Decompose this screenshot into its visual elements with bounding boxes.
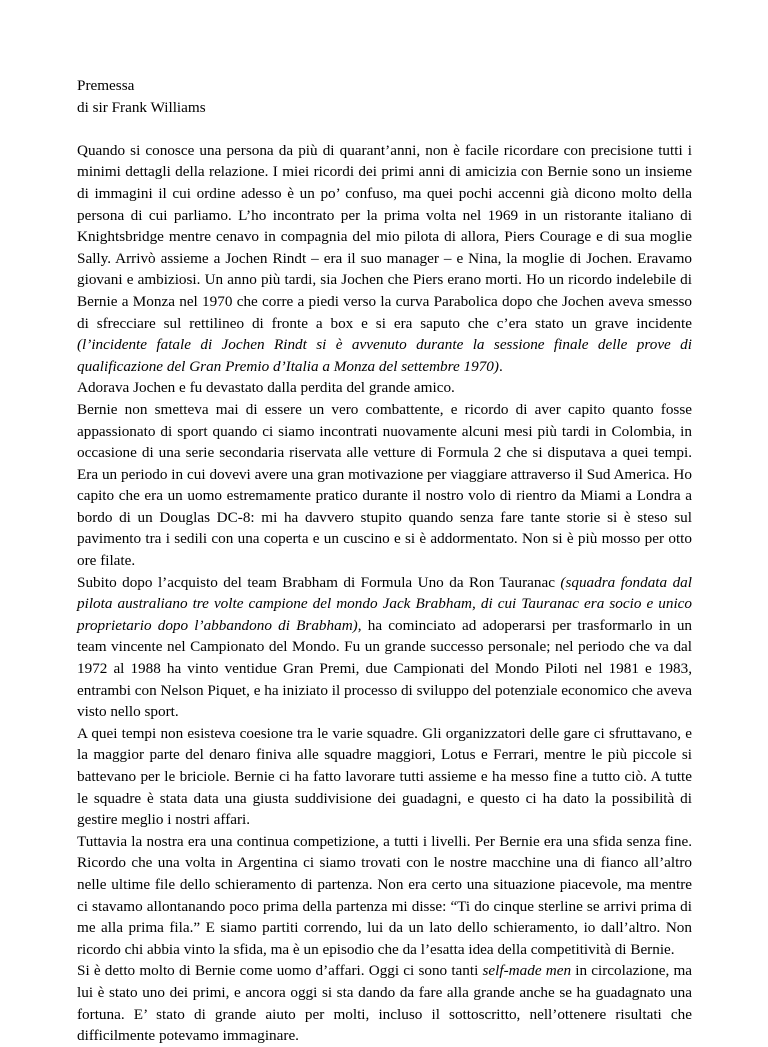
paragraph-4: [77, 572, 692, 723]
text-run: Subito dopo l’acquisto del team Brabham di Formula Uno da Ron Tauranac: [77, 573, 561, 591]
paragraph-7: [77, 960, 692, 1046]
italic-run: self-made men: [482, 962, 572, 980]
text-run: Quando si conosce una persona da più di quarant’anni, non è facile ricordare con precisione tutti i minimi dettagli della relazione. I miei ricordi dei primi anni di amicizia con Bernie sono un insieme di immagini il cui ordine adesso è un po’ confuso, ma quei pochi accenni già dicono molto della persona di cui parliamo. L’ho incontrato per la prima volta nel 1969 in un ristorante italiano di Knightsbridge mentre cenavo in compagnia del mio pilota di allora, Piers Courage e di sua moglie Sally. Arrivò assieme a Jochen Rindt – era il suo manager – e Nina, la moglie di Jochen. Eravamo giovani e ambiziosi. Un anno più tardi, sia Jochen che Piers erano morti. Ho un ricordo indelebile di Bernie a Monza nel 1970 che corre a piedi verso la curva Parabolica dopo che Jochen aveva smesso di sfrecciare sul rettilineo di fronte a box e si era saputo che c’era stato un grave incidente: [77, 141, 692, 332]
document-page: [77, 75, 692, 1047]
paragraph-6: [77, 831, 692, 961]
text-run: , ha cominciato ad adoperarsi per trasformarlo in un team vincente nel Campionato del Mondo. Fu un grande successo personale; nel periodo che va dal 1972 al 1988 ha vinto ventidue Gran Premi, due Campionati del Mondo Piloti nel 1981 e 1983, entrambi con Nelson Piquet, e ha iniziato il processo di sviluppo del potenziale economico che aveva visto nello sport.: [77, 616, 693, 721]
paragraph-2: [77, 377, 692, 399]
paragraph-5: [77, 723, 692, 831]
text-run: Tuttavia la nostra era una continua competizione, a tutti i livelli. Per Bernie era una sfida senza fine. Ricordo che una volta in Argentina ci siamo trovati con le nostre macchine una di fianco all’altro nelle ultime file dello schieramento di partenza. Non era certo una situazione piacevole, ma mentre ci stavamo allontanando poco prima della partenza mi disse: “Ti do cinque sterline se arrivi prima di me alla prima fila.” E siamo partiti correndo, lui da un lato dello schieramento, io dall’altro. Non ricordo chi abbia vinto la sfida, ma è un episodio che da l’esatta idea della competitività di Bernie.: [77, 832, 692, 958]
text-run: Adorava Jochen e fu devastato dalla perdita del grande amico.: [77, 379, 455, 397]
text-run: A quei tempi non esisteva coesione tra le varie squadre. Gli organizzatori delle gare ci sfruttavano, e la maggior parte del denaro finiva alle squadre maggiori, Lotus e Ferrari, mentre le più piccole si battevano per le briciole. Bernie ci ha fatto lavorare tutti assieme e ha messo fine a tutto ciò. A tutte le squadre è stata data una giusta suddivisione dei guadagni, e questo ci ha dato la possibilità di gestire meglio i nostri affari.: [77, 724, 692, 829]
paragraph-1: [77, 140, 692, 378]
italic-run: (squadra fondata dal pilota australiano tre volte campione del mondo Jack Brabham, di cui Tauranac era socio e unico proprietario dopo l’abbandono di Brabham): [77, 573, 692, 634]
text-run: Bernie non smetteva mai di essere un vero combattente, e ricordo di aver capito quanto fosse appassionato di sport quando ci siamo incontrati nuovamente alcuni mesi più tardi in Colombia, in occasione di una serie secondaria riservata alle vetture di Formula 2 che si disputava a quei tempi. Era un periodo in cui dovevi avere una gran motivazione per viaggiare attraverso il Sud America. Ho capito che era un uomo estremamente pratico durante il nostro volo di rientro da Miami a Londra a bordo di un Douglas DC-8: mi ha davvero stupito quando senza fare tante storie si è steso sul pavimento tra i sedili con una coperta e un cuscino e si è addormentato. Non si è più mosso per otto ore filate.: [77, 400, 692, 570]
text-run: .: [498, 357, 503, 375]
paragraph-3: [77, 399, 692, 572]
heading-author: di sir Frank Williams: [77, 98, 206, 116]
heading-block: [77, 75, 692, 118]
text-run: Si è detto molto di Bernie come uomo d’affari. Oggi ci sono tanti: [77, 962, 483, 980]
body-text: [77, 140, 692, 1047]
text-run: in circolazione, ma lui è stato uno dei primi, e ancora oggi si sta dando da fare alla grande anche se ha guadagnato una fortuna. E’ stato di grande aiuto per molti, incluso il sottoscritto, nell’ottenere risultati che difficilmente potevamo immaginare.: [77, 962, 692, 1045]
heading-title: Premessa: [77, 77, 135, 94]
italic-run: (l’incidente fatale di Jochen Rindt si è avvenuto durante la sessione finale delle prove di qualificazione del Gran Premio d’Italia a Monza del settembre 1970): [77, 336, 692, 375]
